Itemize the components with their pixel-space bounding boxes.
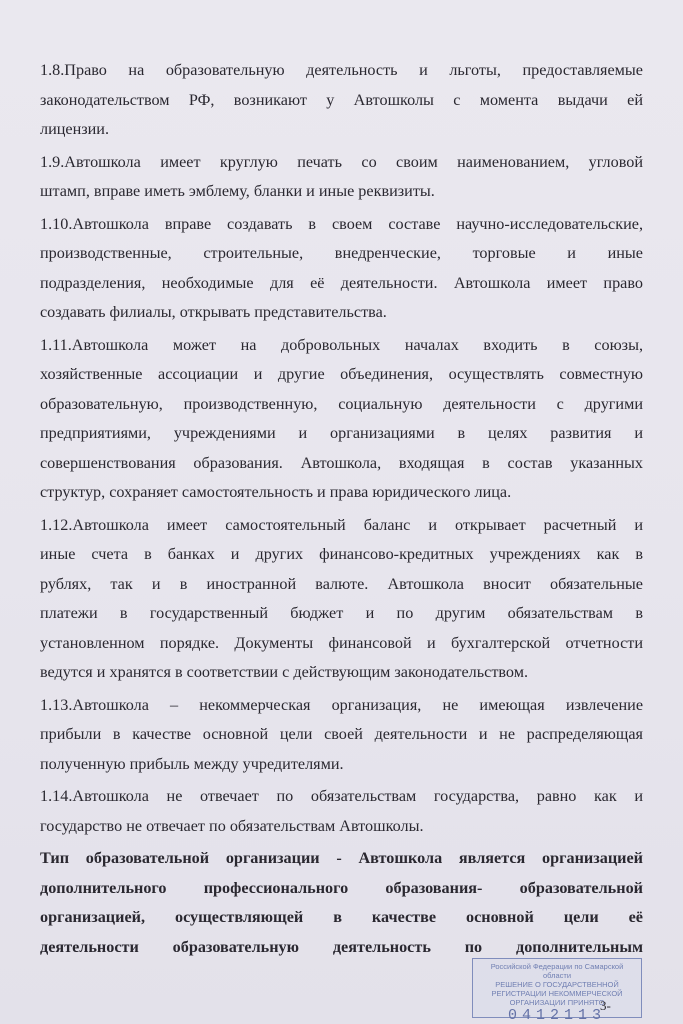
text-line: деятельности образовательную деятельность по дополнительным: [40, 937, 643, 956]
text-line: хозяйственные ассоциации и другие объединения, осуществлять совместную: [40, 365, 643, 383]
text-line: совершенствования образования. Автошкола, входящая в состав указанных: [40, 453, 643, 472]
text-line: законодательством РФ, возникают у Автошколы с момента выдачи ей: [40, 90, 643, 109]
text-line: предприятиями, учреждениями и организациями в целях развития и: [40, 424, 643, 442]
text-line: 1.13.Автошкола – некоммерческая организация, не имеющая извлечение: [40, 695, 643, 714]
stamp-number: 0412113: [507, 1007, 606, 1024]
text-line: ведутся и хранятся в соответствии с действующим законодательством.: [40, 663, 529, 681]
text-line: подразделения, необходимые для её деятельности. Автошкола имеет право: [40, 273, 643, 292]
text-line: производственные, строительные, внедренческие, торговые и иные: [40, 244, 643, 262]
text-line: Тип образовательной организации - Автошкола является организацией: [40, 849, 643, 867]
paragraph: [40, 148, 643, 207]
text-line: 1.10.Автошкола вправе создавать в своем составе научно-исследовательские,: [40, 214, 643, 233]
text-line: полученную прибыль между учредителями.: [40, 754, 344, 773]
text-line: установленном порядке. Документы финансовой и бухгалтерской отчетности: [40, 633, 643, 652]
text-line: государство не отвечает по обязательствам Автошколы.: [40, 816, 424, 835]
page-number: 3-: [600, 998, 611, 1013]
text-line: образовательную, производственную, социальную деятельности с другими: [40, 394, 643, 413]
text-line: 1.11.Автошкола может на добровольных началах входить в союзы,: [40, 335, 643, 354]
text-line: рублях, так и в иностранной валюте. Автошкола вносит обязательные: [40, 574, 643, 593]
paragraph: [40, 691, 643, 780]
paragraph: [40, 210, 643, 328]
text-line: 1.9.Автошкола имеет круглую печать со своим наименованием, угловой: [40, 152, 643, 171]
registration-stamp: [472, 958, 642, 1024]
paragraph: [40, 331, 643, 508]
text-line: структур, сохраняет самостоятельность и права юридического лица.: [40, 483, 512, 501]
bold-paragraph: [40, 844, 643, 962]
paragraph: [40, 511, 643, 688]
text-line: лицензии.: [40, 120, 110, 138]
stamp-line-4: ОРГАНИЗАЦИИ ПРИНЯТО: [509, 998, 605, 1007]
text-line: 1.12.Автошкола имеет самостоятельный баланс и открывает расчетный и: [40, 515, 643, 534]
stamp-line-1: Российской Федерации по Самарской области: [490, 962, 624, 980]
text-line: создавать филиалы, открывать представительства.: [40, 303, 387, 321]
text-line: штамп, вправе иметь эмблему, бланки и иные реквизиты.: [40, 182, 435, 200]
text-line: платежи в государственный бюджет и по другим обязательствам в: [40, 604, 643, 622]
paragraph: [40, 56, 643, 145]
stamp-line-3: РЕГИСТРАЦИИ НЕКОММЕРЧЕСКОЙ: [491, 989, 623, 998]
stamp-line-2: РЕШЕНИЕ О ГОСУДАРСТВЕННОЙ: [495, 980, 619, 989]
text-line: иные счета в банках и других финансово-кредитных учреждениях как в: [40, 545, 643, 563]
text-line: прибыли в качестве основной цели своей деятельности и не распределяющая: [40, 725, 643, 743]
text-line: организацией, осуществляющей в качестве основной цели её: [40, 908, 643, 926]
text-line: 1.8.Право на образовательную деятельность и льготы, предоставляемые: [40, 61, 643, 79]
paragraph: [40, 782, 643, 841]
text-line: дополнительного профессионального образования- образовательной: [40, 878, 643, 897]
document-body: [40, 56, 643, 965]
text-line: 1.14.Автошкола не отвечает по обязательствам государства, равно как и: [40, 787, 643, 805]
